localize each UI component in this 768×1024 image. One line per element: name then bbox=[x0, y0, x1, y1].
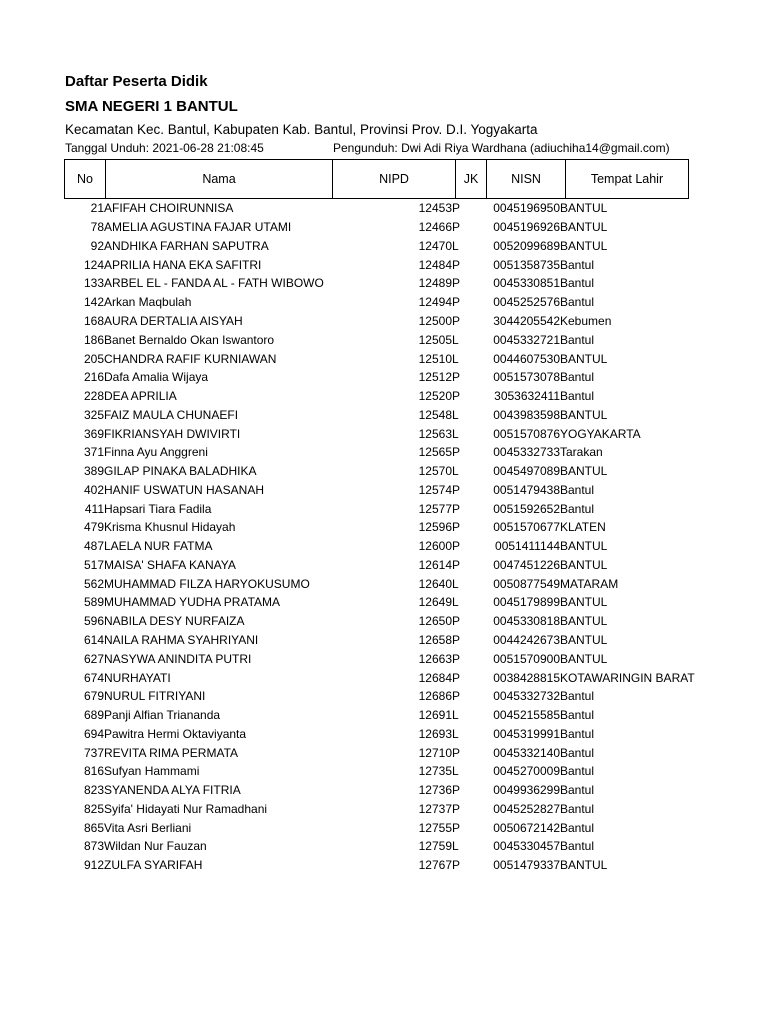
cell-nipd: 12505 bbox=[418, 332, 452, 347]
cell-nipd: 12565 bbox=[418, 445, 452, 460]
cell-nipd: 12767 bbox=[418, 858, 452, 873]
cell-tempat-lahir: Bantul bbox=[560, 745, 595, 760]
cell-tempat-lahir: Kebumen bbox=[560, 313, 612, 328]
table-row bbox=[64, 762, 695, 781]
cell-jk: P bbox=[452, 801, 461, 816]
cell-nipd: 12520 bbox=[418, 389, 452, 404]
cell-no: 369 bbox=[83, 426, 104, 441]
cell-nipd: 12649 bbox=[418, 595, 452, 610]
cell-jk: P bbox=[452, 539, 461, 554]
table-row bbox=[64, 330, 695, 349]
cell-jk: L bbox=[452, 464, 459, 479]
cell-nama: CHANDRA RAFIF KURNIAWAN bbox=[104, 351, 277, 366]
cell-nisn: 0051570677 bbox=[493, 520, 560, 535]
cell-nisn: 0045332140 bbox=[493, 745, 560, 760]
cell-nama: Hapsari Tiara Fadila bbox=[104, 501, 212, 516]
cell-tempat-lahir: Bantul bbox=[560, 482, 595, 497]
cell-tempat-lahir: Bantul bbox=[560, 764, 595, 779]
cell-no: 596 bbox=[83, 614, 104, 629]
cell-jk: P bbox=[452, 520, 461, 535]
cell-nama: MUHAMMAD FILZA HARYOKUSUMO bbox=[104, 576, 310, 591]
school-name: SMA NEGERI 1 BANTUL bbox=[65, 98, 238, 115]
cell-nama: REVITA RIMA PERMATA bbox=[104, 745, 239, 760]
cell-nisn: 0051570900 bbox=[493, 651, 560, 666]
cell-nipd: 12755 bbox=[418, 820, 452, 835]
cell-no: 168 bbox=[83, 313, 104, 328]
cell-nisn: 3053632411 bbox=[494, 389, 560, 404]
table-row bbox=[64, 368, 695, 387]
cell-tempat-lahir: BANTUL bbox=[560, 464, 608, 479]
cell-jk: P bbox=[452, 557, 461, 572]
cell-jk: L bbox=[452, 332, 459, 347]
cell-nipd: 12489 bbox=[418, 276, 452, 291]
cell-no: 402 bbox=[83, 482, 104, 497]
table-row bbox=[64, 312, 695, 331]
table-row bbox=[64, 781, 695, 800]
cell-tempat-lahir: BANTUL bbox=[560, 539, 608, 554]
table-row bbox=[64, 293, 695, 312]
cell-tempat-lahir: KLATEN bbox=[560, 520, 606, 535]
cell-tempat-lahir: Bantul bbox=[560, 389, 595, 404]
table-row bbox=[64, 687, 695, 706]
cell-nipd: 12596 bbox=[418, 520, 452, 535]
cell-jk: P bbox=[452, 858, 461, 873]
cell-nama: FAIZ MAULA CHUNAEFI bbox=[104, 407, 239, 422]
cell-jk: P bbox=[452, 313, 461, 328]
cell-no: 205 bbox=[83, 351, 104, 366]
cell-tempat-lahir: BANTUL bbox=[560, 407, 608, 422]
cell-jk: P bbox=[452, 445, 461, 460]
cell-jk: P bbox=[452, 670, 461, 685]
cell-nisn: 0051570876 bbox=[493, 426, 560, 441]
download-date: Tanggal Unduh: 2021-06-28 21:08:45 bbox=[65, 141, 264, 155]
cell-nipd: 12650 bbox=[418, 614, 452, 629]
cell-no: 133 bbox=[83, 276, 104, 291]
cell-jk: L bbox=[452, 351, 459, 366]
table-row bbox=[64, 856, 695, 875]
cell-tempat-lahir: Bantul bbox=[560, 257, 595, 272]
cell-jk: P bbox=[452, 614, 461, 629]
cell-nama: NABILA DESY NURFAIZA bbox=[104, 614, 245, 629]
cell-nama: ZULFA SYARIFAH bbox=[104, 858, 203, 873]
cell-jk: L bbox=[452, 726, 459, 741]
cell-tempat-lahir: KOTAWARINGIN BARAT bbox=[560, 670, 695, 685]
cell-tempat-lahir: Bantul bbox=[560, 276, 595, 291]
cell-nipd: 12684 bbox=[418, 670, 452, 685]
cell-nama: Wildan Nur Fauzan bbox=[104, 839, 207, 854]
cell-nisn: 0045196926 bbox=[493, 220, 560, 235]
cell-no: 487 bbox=[83, 539, 104, 554]
cell-nisn: 0044607530 bbox=[493, 351, 560, 366]
cell-no: 589 bbox=[83, 595, 104, 610]
cell-nipd: 12453 bbox=[418, 201, 452, 216]
cell-nipd: 12693 bbox=[418, 726, 452, 741]
downloader: Pengunduh: Dwi Adi Riya Wardhana (adiuchiha14@gmail.com) bbox=[333, 141, 670, 155]
table-row bbox=[64, 556, 695, 575]
cell-nipd: 12759 bbox=[418, 839, 452, 854]
cell-nipd: 12484 bbox=[418, 257, 452, 272]
cell-tempat-lahir: BANTUL bbox=[560, 614, 608, 629]
cell-nama: Arkan Maqbulah bbox=[104, 295, 192, 310]
cell-nipd: 12736 bbox=[418, 783, 452, 798]
cell-nipd: 12600 bbox=[418, 539, 452, 554]
cell-no: 912 bbox=[83, 858, 104, 873]
cell-nama: SYANENDA ALYA FITRIA bbox=[104, 783, 241, 798]
school-location: Kecamatan Kec. Bantul, Kabupaten Kab. Bantul, Provinsi Prov. D.I. Yogyakarta bbox=[65, 122, 538, 137]
cell-nama: AFIFAH CHOIRUNNISA bbox=[104, 201, 234, 216]
table-row bbox=[64, 574, 695, 593]
table-row bbox=[64, 499, 695, 518]
cell-jk: L bbox=[452, 426, 459, 441]
cell-tempat-lahir: Tarakan bbox=[560, 445, 603, 460]
cell-tempat-lahir: YOGYAKARTA bbox=[560, 426, 641, 441]
cell-nama: ANDHIKA FARHAN SAPUTRA bbox=[104, 238, 269, 253]
cell-jk: P bbox=[452, 482, 461, 497]
cell-no: 627 bbox=[83, 651, 104, 666]
cell-nipd: 12563 bbox=[418, 426, 452, 441]
table-header bbox=[64, 159, 689, 199]
cell-nipd: 12640 bbox=[418, 576, 452, 591]
cell-no: 865 bbox=[83, 820, 104, 835]
cell-nipd: 12686 bbox=[418, 689, 452, 704]
cell-jk: P bbox=[452, 220, 461, 235]
cell-tempat-lahir: Bantul bbox=[560, 820, 595, 835]
cell-nama: Krisma Khusnul Hidayah bbox=[104, 520, 236, 535]
cell-nisn: 0049936299 bbox=[493, 783, 560, 798]
table-row bbox=[64, 349, 695, 368]
cell-jk: L bbox=[452, 764, 459, 779]
cell-nisn: 0043983598 bbox=[493, 407, 560, 422]
cell-nisn: 0045330818 bbox=[493, 614, 560, 629]
table-row bbox=[64, 255, 695, 274]
cell-nama: AMELIA AGUSTINA FAJAR UTAMI bbox=[104, 220, 292, 235]
cell-nipd: 12510 bbox=[418, 351, 452, 366]
cell-no: 679 bbox=[83, 689, 104, 704]
cell-no: 389 bbox=[83, 464, 104, 479]
cell-nisn: 0051411144 bbox=[495, 539, 560, 554]
cell-nama: NURHAYATI bbox=[104, 670, 171, 685]
table-row bbox=[64, 443, 695, 462]
cell-tempat-lahir: BANTUL bbox=[560, 220, 608, 235]
cell-nisn: 0050877549 bbox=[493, 576, 560, 591]
cell-nama: LAELA NUR FATMA bbox=[104, 539, 213, 554]
cell-nisn: 0051479438 bbox=[493, 482, 560, 497]
cell-tempat-lahir: BANTUL bbox=[560, 595, 608, 610]
cell-tempat-lahir: BANTUL bbox=[560, 557, 608, 572]
cell-nisn: 0045330851 bbox=[493, 276, 560, 291]
table-row bbox=[64, 612, 695, 631]
table-row bbox=[64, 218, 695, 237]
cell-no: 562 bbox=[83, 576, 104, 591]
cell-no: 694 bbox=[83, 726, 104, 741]
table-row bbox=[64, 237, 695, 256]
table-row bbox=[64, 837, 695, 856]
cell-nama: FIKRIANSYAH DWIVIRTI bbox=[104, 426, 241, 441]
column-header-nisn: NISN bbox=[487, 160, 566, 199]
cell-jk: P bbox=[452, 689, 461, 704]
cell-nama: Banet Bernaldo Okan Iswantoro bbox=[104, 332, 275, 347]
cell-nama: APRILIA HANA EKA SAFITRI bbox=[104, 257, 262, 272]
cell-nama: AURA DERTALIA AISYAH bbox=[104, 313, 243, 328]
cell-jk: L bbox=[452, 708, 459, 723]
cell-nama: NAILA RAHMA SYAHRIYANI bbox=[104, 632, 259, 647]
cell-tempat-lahir: MATARAM bbox=[560, 576, 619, 591]
cell-nama: Sufyan Hammami bbox=[104, 764, 200, 779]
cell-jk: P bbox=[452, 745, 461, 760]
table-row bbox=[64, 668, 695, 687]
cell-nipd: 12663 bbox=[418, 651, 452, 666]
table-row bbox=[64, 800, 695, 819]
cell-nisn: 0051573078 bbox=[493, 370, 560, 385]
cell-tempat-lahir: BANTUL bbox=[560, 632, 608, 647]
cell-no: 479 bbox=[83, 520, 104, 535]
cell-nisn: 0051358735 bbox=[493, 257, 560, 272]
cell-nisn: 0045270009 bbox=[493, 764, 560, 779]
cell-nipd: 12710 bbox=[418, 745, 452, 760]
cell-jk: P bbox=[452, 389, 461, 404]
cell-jk: P bbox=[452, 651, 461, 666]
cell-no: 816 bbox=[83, 764, 104, 779]
cell-no: 825 bbox=[83, 801, 104, 816]
cell-tempat-lahir: Bantul bbox=[560, 332, 595, 347]
cell-jk: P bbox=[452, 501, 461, 516]
document-title: Daftar Peserta Didik bbox=[65, 73, 208, 90]
cell-jk: P bbox=[452, 201, 461, 216]
cell-nipd: 12494 bbox=[418, 295, 452, 310]
cell-tempat-lahir: Bantul bbox=[560, 295, 595, 310]
cell-no: 674 bbox=[83, 670, 104, 685]
cell-nisn: 0045332733 bbox=[493, 445, 560, 460]
column-header-no: No bbox=[65, 160, 106, 199]
cell-nisn: 0045330457 bbox=[493, 839, 560, 854]
cell-no: 92 bbox=[90, 238, 104, 253]
cell-jk: P bbox=[452, 257, 461, 272]
cell-nipd: 12614 bbox=[418, 557, 452, 572]
cell-nisn: 0045252576 bbox=[493, 295, 560, 310]
cell-nipd: 12548 bbox=[418, 407, 452, 422]
cell-jk: P bbox=[452, 820, 461, 835]
cell-nisn: 0052099689 bbox=[493, 238, 560, 253]
cell-no: 216 bbox=[83, 370, 104, 385]
cell-nipd: 12470 bbox=[418, 238, 452, 253]
table-row bbox=[64, 480, 695, 499]
column-header-jk: JK bbox=[456, 160, 487, 199]
cell-tempat-lahir: BANTUL bbox=[560, 858, 608, 873]
cell-nisn: 0045332732 bbox=[493, 689, 560, 704]
cell-jk: L bbox=[452, 407, 459, 422]
cell-nama: Panji Alfian Triananda bbox=[104, 708, 221, 723]
cell-nama: ARBEL EL - FANDA AL - FATH WIBOWO bbox=[104, 276, 324, 291]
cell-tempat-lahir: Bantul bbox=[560, 783, 595, 798]
cell-nisn: 0044242673 bbox=[493, 632, 560, 647]
cell-tempat-lahir: Bantul bbox=[560, 501, 595, 516]
cell-jk: L bbox=[452, 839, 459, 854]
cell-nama: Pawitra Hermi Oktaviyanta bbox=[104, 726, 247, 741]
table-row bbox=[64, 818, 695, 837]
cell-nisn: 3044205542 bbox=[493, 313, 560, 328]
cell-nama: HANIF USWATUN HASANAH bbox=[104, 482, 265, 497]
table-row bbox=[64, 387, 695, 406]
cell-no: 737 bbox=[83, 745, 104, 760]
cell-jk: P bbox=[452, 632, 461, 647]
column-header-nipd: NIPD bbox=[333, 160, 456, 199]
table-row bbox=[64, 274, 695, 293]
cell-no: 371 bbox=[83, 445, 104, 460]
cell-nama: Syifa' Hidayati Nur Ramadhani bbox=[104, 801, 268, 816]
cell-nama: NASYWA ANINDITA PUTRI bbox=[104, 651, 252, 666]
cell-no: 411 bbox=[84, 501, 104, 516]
cell-nisn: 0047451226 bbox=[493, 557, 560, 572]
cell-no: 142 bbox=[83, 295, 104, 310]
cell-jk: P bbox=[452, 783, 461, 798]
cell-nipd: 12577 bbox=[418, 501, 452, 516]
cell-nama: DEA APRILIA bbox=[104, 389, 177, 404]
cell-no: 873 bbox=[83, 839, 104, 854]
cell-tempat-lahir: Bantul bbox=[560, 839, 595, 854]
cell-jk: P bbox=[452, 370, 461, 385]
cell-tempat-lahir: BANTUL bbox=[560, 351, 608, 366]
cell-nipd: 12466 bbox=[418, 220, 452, 235]
cell-nipd: 12737 bbox=[418, 801, 452, 816]
student-table-body bbox=[64, 199, 695, 875]
table-row bbox=[64, 405, 695, 424]
cell-jk: P bbox=[452, 276, 461, 291]
cell-nisn: 0051592652 bbox=[493, 501, 560, 516]
student-table bbox=[64, 199, 695, 875]
cell-nipd: 12512 bbox=[418, 370, 452, 385]
cell-jk: L bbox=[452, 576, 459, 591]
cell-nipd: 12500 bbox=[418, 313, 452, 328]
cell-nipd: 12574 bbox=[418, 482, 452, 497]
table-row bbox=[64, 724, 695, 743]
cell-nama: Vita Asri Berliani bbox=[104, 820, 192, 835]
cell-no: 186 bbox=[83, 332, 104, 347]
cell-no: 78 bbox=[90, 220, 104, 235]
cell-no: 124 bbox=[83, 257, 104, 272]
cell-nama: Finna Ayu Anggreni bbox=[104, 445, 208, 460]
cell-nama: NURUL FITRIYANI bbox=[104, 689, 206, 704]
table-row bbox=[64, 518, 695, 537]
table-row bbox=[64, 631, 695, 650]
table-row bbox=[64, 199, 695, 218]
cell-jk: L bbox=[452, 238, 459, 253]
cell-nisn: 0045319991 bbox=[493, 726, 560, 741]
cell-no: 325 bbox=[83, 407, 104, 422]
cell-nisn: 0045179899 bbox=[493, 595, 560, 610]
cell-nisn: 0045497089 bbox=[493, 464, 560, 479]
cell-nama: MAISA' SHAFA KANAYA bbox=[104, 557, 236, 572]
cell-no: 517 bbox=[83, 557, 104, 572]
table-row bbox=[64, 424, 695, 443]
cell-nipd: 12658 bbox=[418, 632, 452, 647]
table-row bbox=[64, 462, 695, 481]
cell-nisn: 0045196950 bbox=[493, 201, 560, 216]
column-header-nama: Nama bbox=[106, 160, 333, 199]
cell-no: 21 bbox=[90, 201, 104, 216]
cell-tempat-lahir: BANTUL bbox=[560, 238, 608, 253]
cell-nisn: 0050672142 bbox=[493, 820, 560, 835]
table-row bbox=[64, 743, 695, 762]
cell-nisn: 0051479337 bbox=[493, 858, 560, 873]
column-header-tempat-lahir: Tempat Lahir bbox=[566, 160, 689, 199]
cell-nipd: 12735 bbox=[418, 764, 452, 779]
cell-tempat-lahir: BANTUL bbox=[560, 201, 608, 216]
cell-no: 823 bbox=[83, 783, 104, 798]
cell-no: 614 bbox=[83, 632, 104, 647]
cell-jk: L bbox=[452, 595, 459, 610]
cell-tempat-lahir: Bantul bbox=[560, 726, 595, 741]
cell-nama: GILAP PINAKA BALADHIKA bbox=[104, 464, 257, 479]
table-row bbox=[64, 537, 695, 556]
cell-nisn: 0045252827 bbox=[493, 801, 560, 816]
cell-nisn: 0045215585 bbox=[493, 708, 560, 723]
table-row bbox=[64, 649, 695, 668]
cell-nipd: 12691 bbox=[418, 708, 452, 723]
table-row bbox=[64, 593, 695, 612]
cell-nama: MUHAMMAD YUDHA PRATAMA bbox=[104, 595, 281, 610]
cell-no: 689 bbox=[83, 708, 104, 723]
cell-nipd: 12570 bbox=[418, 464, 452, 479]
cell-nama: Dafa Amalia Wijaya bbox=[104, 370, 209, 385]
cell-no: 228 bbox=[83, 389, 104, 404]
cell-tempat-lahir: Bantul bbox=[560, 708, 595, 723]
cell-tempat-lahir: Bantul bbox=[560, 689, 595, 704]
cell-jk: P bbox=[452, 295, 461, 310]
cell-tempat-lahir: Bantul bbox=[560, 801, 595, 816]
cell-nisn: 0045332721 bbox=[493, 332, 560, 347]
cell-tempat-lahir: Bantul bbox=[560, 370, 595, 385]
cell-nisn: 0038428815 bbox=[493, 670, 560, 685]
table-row bbox=[64, 706, 695, 725]
cell-tempat-lahir: BANTUL bbox=[560, 651, 608, 666]
